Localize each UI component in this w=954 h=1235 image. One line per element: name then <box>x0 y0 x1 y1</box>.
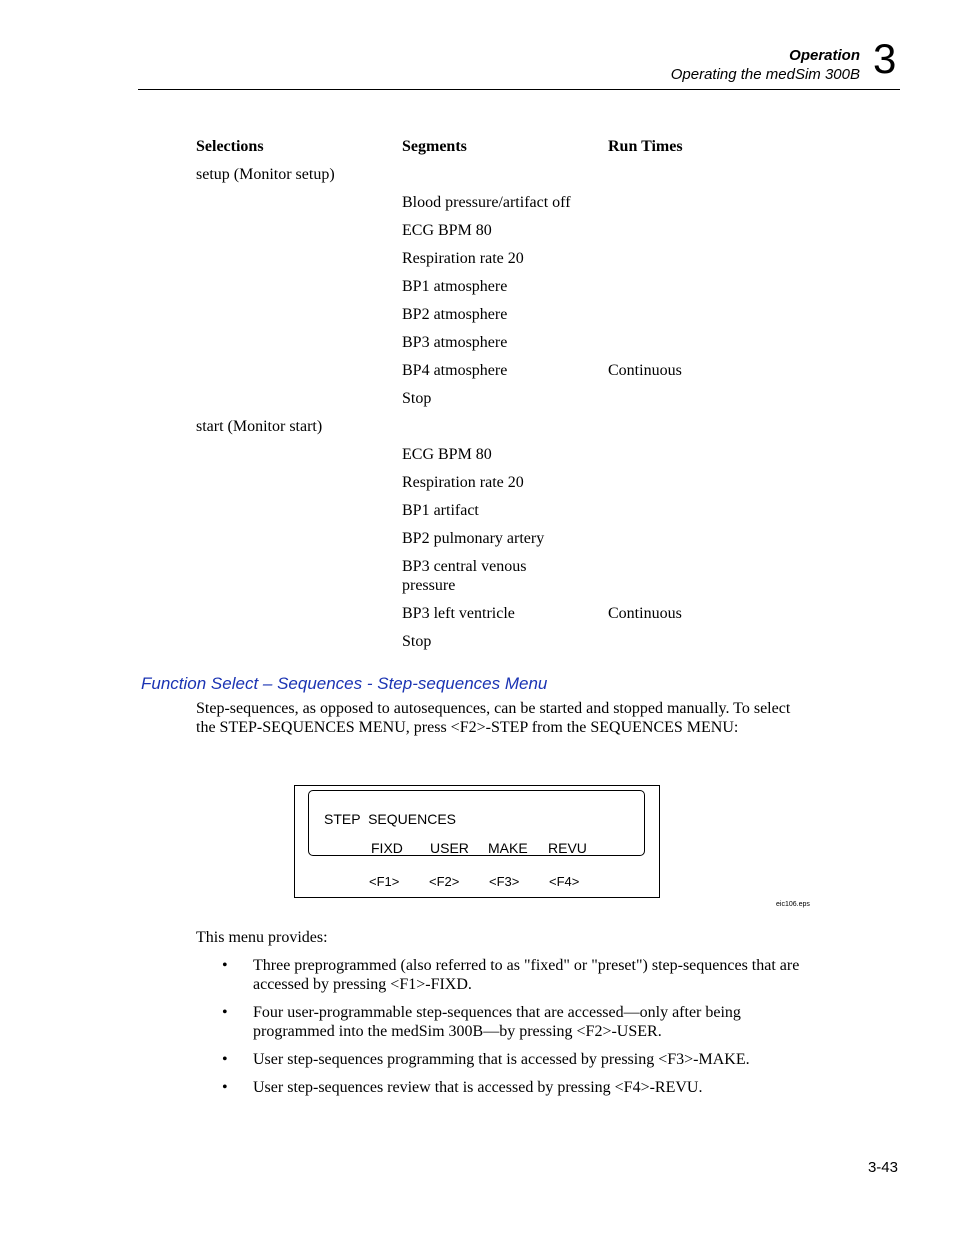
table-cell: Respiration rate 20 <box>402 250 524 267</box>
list-item <box>222 956 822 994</box>
table-cell: Stop <box>402 633 432 650</box>
table-row <box>196 361 756 389</box>
f2-key-label: <F2> <box>429 874 460 889</box>
bullet-icon: • <box>222 1051 228 1068</box>
table-cell: Continuous <box>608 362 682 379</box>
table-row <box>196 473 756 501</box>
table-row <box>196 165 756 193</box>
list-item-text: Three preprogrammed (also referred to as "fixed" or "preset") step-sequences that are accessed by pressing <F1>-FIXD. <box>253 957 800 993</box>
list-item <box>222 1078 822 1097</box>
list-item-text: User step-sequences programming that is accessed by pressing <F3>-MAKE. <box>253 1051 750 1068</box>
table-cell: Respiration rate 20 <box>402 474 524 491</box>
column-header-selections: Selections <box>196 138 264 155</box>
table-row <box>196 249 756 277</box>
table-row <box>196 305 756 333</box>
table-cell: Stop <box>402 390 432 407</box>
table-cell: setup (Monitor setup) <box>196 166 335 183</box>
column-header-run-times: Run Times <box>608 138 683 155</box>
feature-list <box>222 956 822 1106</box>
table-row <box>196 389 756 417</box>
bullet-icon: • <box>222 957 228 974</box>
table-row <box>196 221 756 249</box>
table-cell: BP3 atmosphere <box>402 334 508 351</box>
table-cell: ECG BPM 80 <box>402 222 492 239</box>
lcd-label-revu: REVU <box>548 840 587 856</box>
header-section-title: Operation <box>789 47 860 64</box>
list-item-text: User step-sequences review that is accessed by pressing <F4>-REVU. <box>253 1079 703 1096</box>
table-row <box>196 445 756 473</box>
table-cell: BP1 artifact <box>402 502 479 519</box>
table-row <box>196 501 756 529</box>
f3-key-label: <F3> <box>489 874 520 889</box>
list-item <box>222 1003 822 1041</box>
bullet-icon: • <box>222 1004 228 1021</box>
f4-key-label: <F4> <box>549 874 580 889</box>
table-row <box>196 333 756 361</box>
intro-paragraph: Step-sequences, as opposed to autosequences, can be started and stopped manually. To select the STEP-SEQUENCES MENU, press <F2>-STEP from the SEQUENCES MENU: <box>196 700 791 736</box>
figure-id: eic106.eps <box>776 901 810 908</box>
bullet-icon: • <box>222 1079 228 1096</box>
list-item-text: Four user-programmable step-sequences that are accessed—only after being programmed into the medSim 300B—by pressing <F2>-USER. <box>253 1004 741 1040</box>
menu-intro: This menu provides: <box>196 929 328 946</box>
column-header-segments: Segments <box>402 138 467 155</box>
list-item <box>222 1050 822 1069</box>
sequence-table <box>196 137 756 660</box>
section-heading: Function Select – Sequences - Step-sequences Menu <box>141 674 548 693</box>
table-cell: BP2 pulmonary artery <box>402 530 545 547</box>
chapter-number: 3 <box>873 35 897 82</box>
header-rule <box>138 89 900 90</box>
f1-key-label: <F1> <box>369 874 400 889</box>
lcd-screen <box>308 790 645 856</box>
table-row <box>196 277 756 305</box>
page-number: 3-43 <box>867 1159 898 1176</box>
lcd-label-user: USER <box>430 840 469 856</box>
table-row <box>196 417 756 445</box>
table-row <box>196 604 756 632</box>
table-cell: Blood pressure/artifact off <box>402 194 571 211</box>
table-row <box>196 193 756 221</box>
table-cell: Continuous <box>608 605 682 622</box>
table-cell: ECG BPM 80 <box>402 446 492 463</box>
table-cell: start (Monitor start) <box>196 418 323 435</box>
table-cell: BP3 central venous pressure <box>402 558 527 594</box>
step-sequences-display-figure <box>294 785 660 898</box>
lcd-label-fixd: FIXD <box>371 840 403 856</box>
lcd-label-make: MAKE <box>488 840 528 856</box>
table-cell: BP4 atmosphere <box>402 362 508 379</box>
header-subsection-title: Operating the medSim 300B <box>670 66 860 83</box>
lcd-title: STEP SEQUENCES <box>324 811 457 827</box>
table-cell: BP3 left ventricle <box>402 605 515 622</box>
table-cell: BP1 atmosphere <box>402 278 508 295</box>
table-cell: BP2 atmosphere <box>402 306 508 323</box>
table-row <box>196 529 756 557</box>
table-header-row <box>196 137 756 165</box>
table-row <box>196 632 756 660</box>
table-row <box>196 557 756 604</box>
